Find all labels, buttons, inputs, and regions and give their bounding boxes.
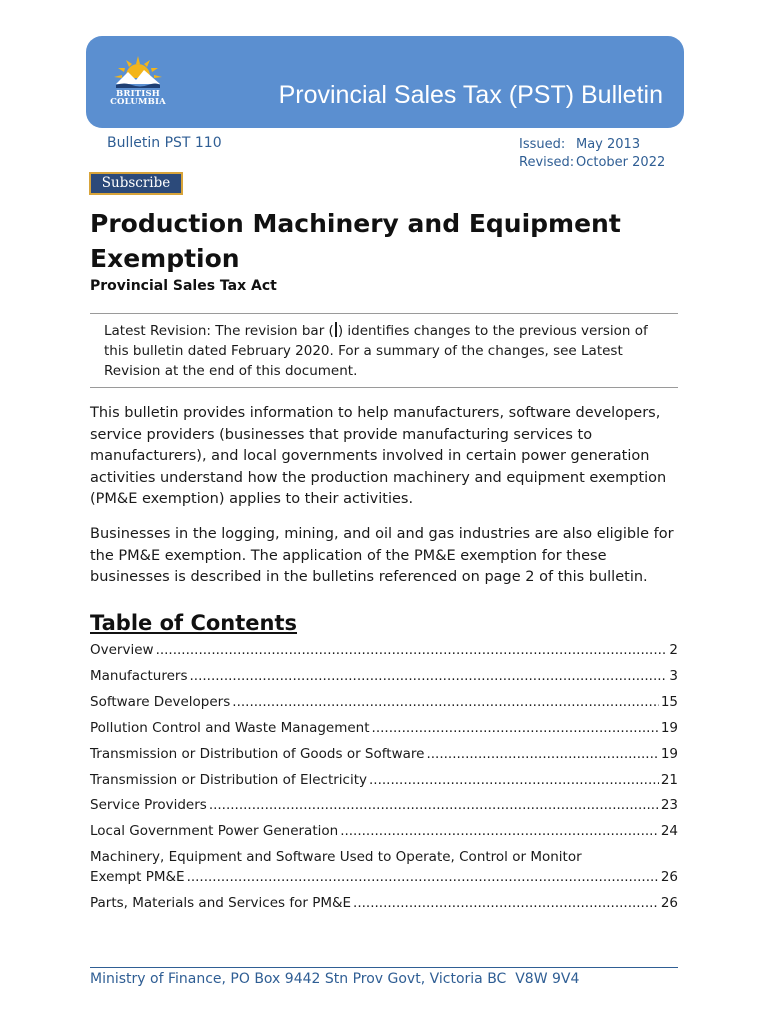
issued-date: May 2013 (576, 137, 641, 152)
toc-item-page: 3 (669, 668, 678, 684)
toc-item-label: Transmission or Distribution of Goods or Software (90, 746, 425, 762)
toc-item-label: Manufacturers (90, 668, 188, 684)
toc-item-service-providers[interactable] (90, 795, 678, 815)
banner-title: Provincial Sales Tax (PST) Bulletin (278, 81, 663, 109)
toc-item-label: Overview (90, 642, 154, 658)
revision-bar-icon (335, 322, 337, 337)
toc-item-page: 2 (669, 642, 678, 658)
toc-item-page: 26 (660, 869, 678, 885)
toc-item-label: Parts, Materials and Services for PM&E (90, 895, 352, 911)
toc-item-label-line1: Machinery, Equipment and Software Used to Operate, Control or Monitor (90, 849, 582, 865)
toc-item-overview[interactable] (90, 640, 678, 660)
toc-item-page: 26 (660, 895, 678, 911)
footer-divider (90, 967, 678, 968)
bulletin-dates (519, 136, 665, 172)
revised-date: October 2022 (576, 155, 666, 170)
revision-text-start: Latest Revision: The revision bar ( (104, 323, 334, 339)
logo-text-line2: COLUMBIA (110, 97, 166, 107)
intro-paragraph: This bulletin provides information to help manufacturers, software developers, service providers (businesses that provide manufacturing services to manufacturers), and local governments involved in certain power generation activities understand how the production machinery and equipment exemption (PM&E exemption) applies to their activities. (90, 405, 667, 507)
document-title: Production Machinery and Equipment Exemption (90, 209, 621, 273)
bc-logo (106, 54, 170, 114)
toc-heading: Table of Contents (90, 611, 298, 635)
toc-item-local-government[interactable] (90, 821, 678, 841)
eligibility-paragraph: Businesses in the logging, mining, and oil and gas industries are also eligible for the PM&E exemption. The application of the PM&E exemption for these businesses is described in the bulletins referenced on page 2 of this bulletin. (90, 526, 674, 585)
toc-item-label: Exempt PM&E (90, 869, 185, 885)
toc-item-page: 19 (660, 746, 678, 762)
toc-item-page: 24 (660, 823, 678, 839)
toc-item-machinery-control[interactable] (90, 847, 678, 887)
toc-item-page: 19 (660, 720, 678, 736)
toc-item-page: 21 (660, 772, 678, 788)
issued-label: Issued: (519, 137, 566, 152)
toc-item-transmission-electricity[interactable] (90, 770, 678, 790)
footer-address: Ministry of Finance, PO Box 9442 Stn Prov Govt, Victoria BC V8W 9V4 (90, 971, 580, 987)
toc-item-transmission-goods[interactable] (90, 744, 678, 764)
header-banner (86, 36, 684, 128)
toc-item-manufacturers[interactable] (90, 666, 678, 686)
toc-item-page: 23 (660, 797, 678, 813)
toc-item-parts-materials[interactable] (90, 893, 678, 913)
act-name: Provincial Sales Tax Act (90, 278, 277, 294)
revision-notice (90, 313, 678, 388)
logo-text-line1: BRITISH (115, 89, 161, 99)
toc-item-label: Pollution Control and Waste Management (90, 720, 370, 736)
revised-label: Revised: (519, 155, 575, 170)
toc-item-software-developers[interactable] (90, 692, 678, 712)
toc-item-page: 15 (660, 694, 678, 710)
toc-item-label: Transmission or Distribution of Electricity (90, 772, 368, 788)
subscribe-button[interactable]: Subscribe (89, 172, 183, 195)
revision-text-end: ) identifies changes to the previous version of this bulletin dated February 2020. For a summary of the changes, see Latest Revision at the end of this document. (104, 323, 648, 379)
toc-item-label: Software Developers (90, 694, 231, 710)
toc-item-label: Local Government Power Generation (90, 823, 339, 839)
toc-item-pollution-control[interactable] (90, 718, 678, 738)
sun-mountains-icon (106, 54, 170, 90)
toc-item-label: Service Providers (90, 797, 207, 813)
bulletin-number: Bulletin PST 110 (107, 135, 222, 151)
